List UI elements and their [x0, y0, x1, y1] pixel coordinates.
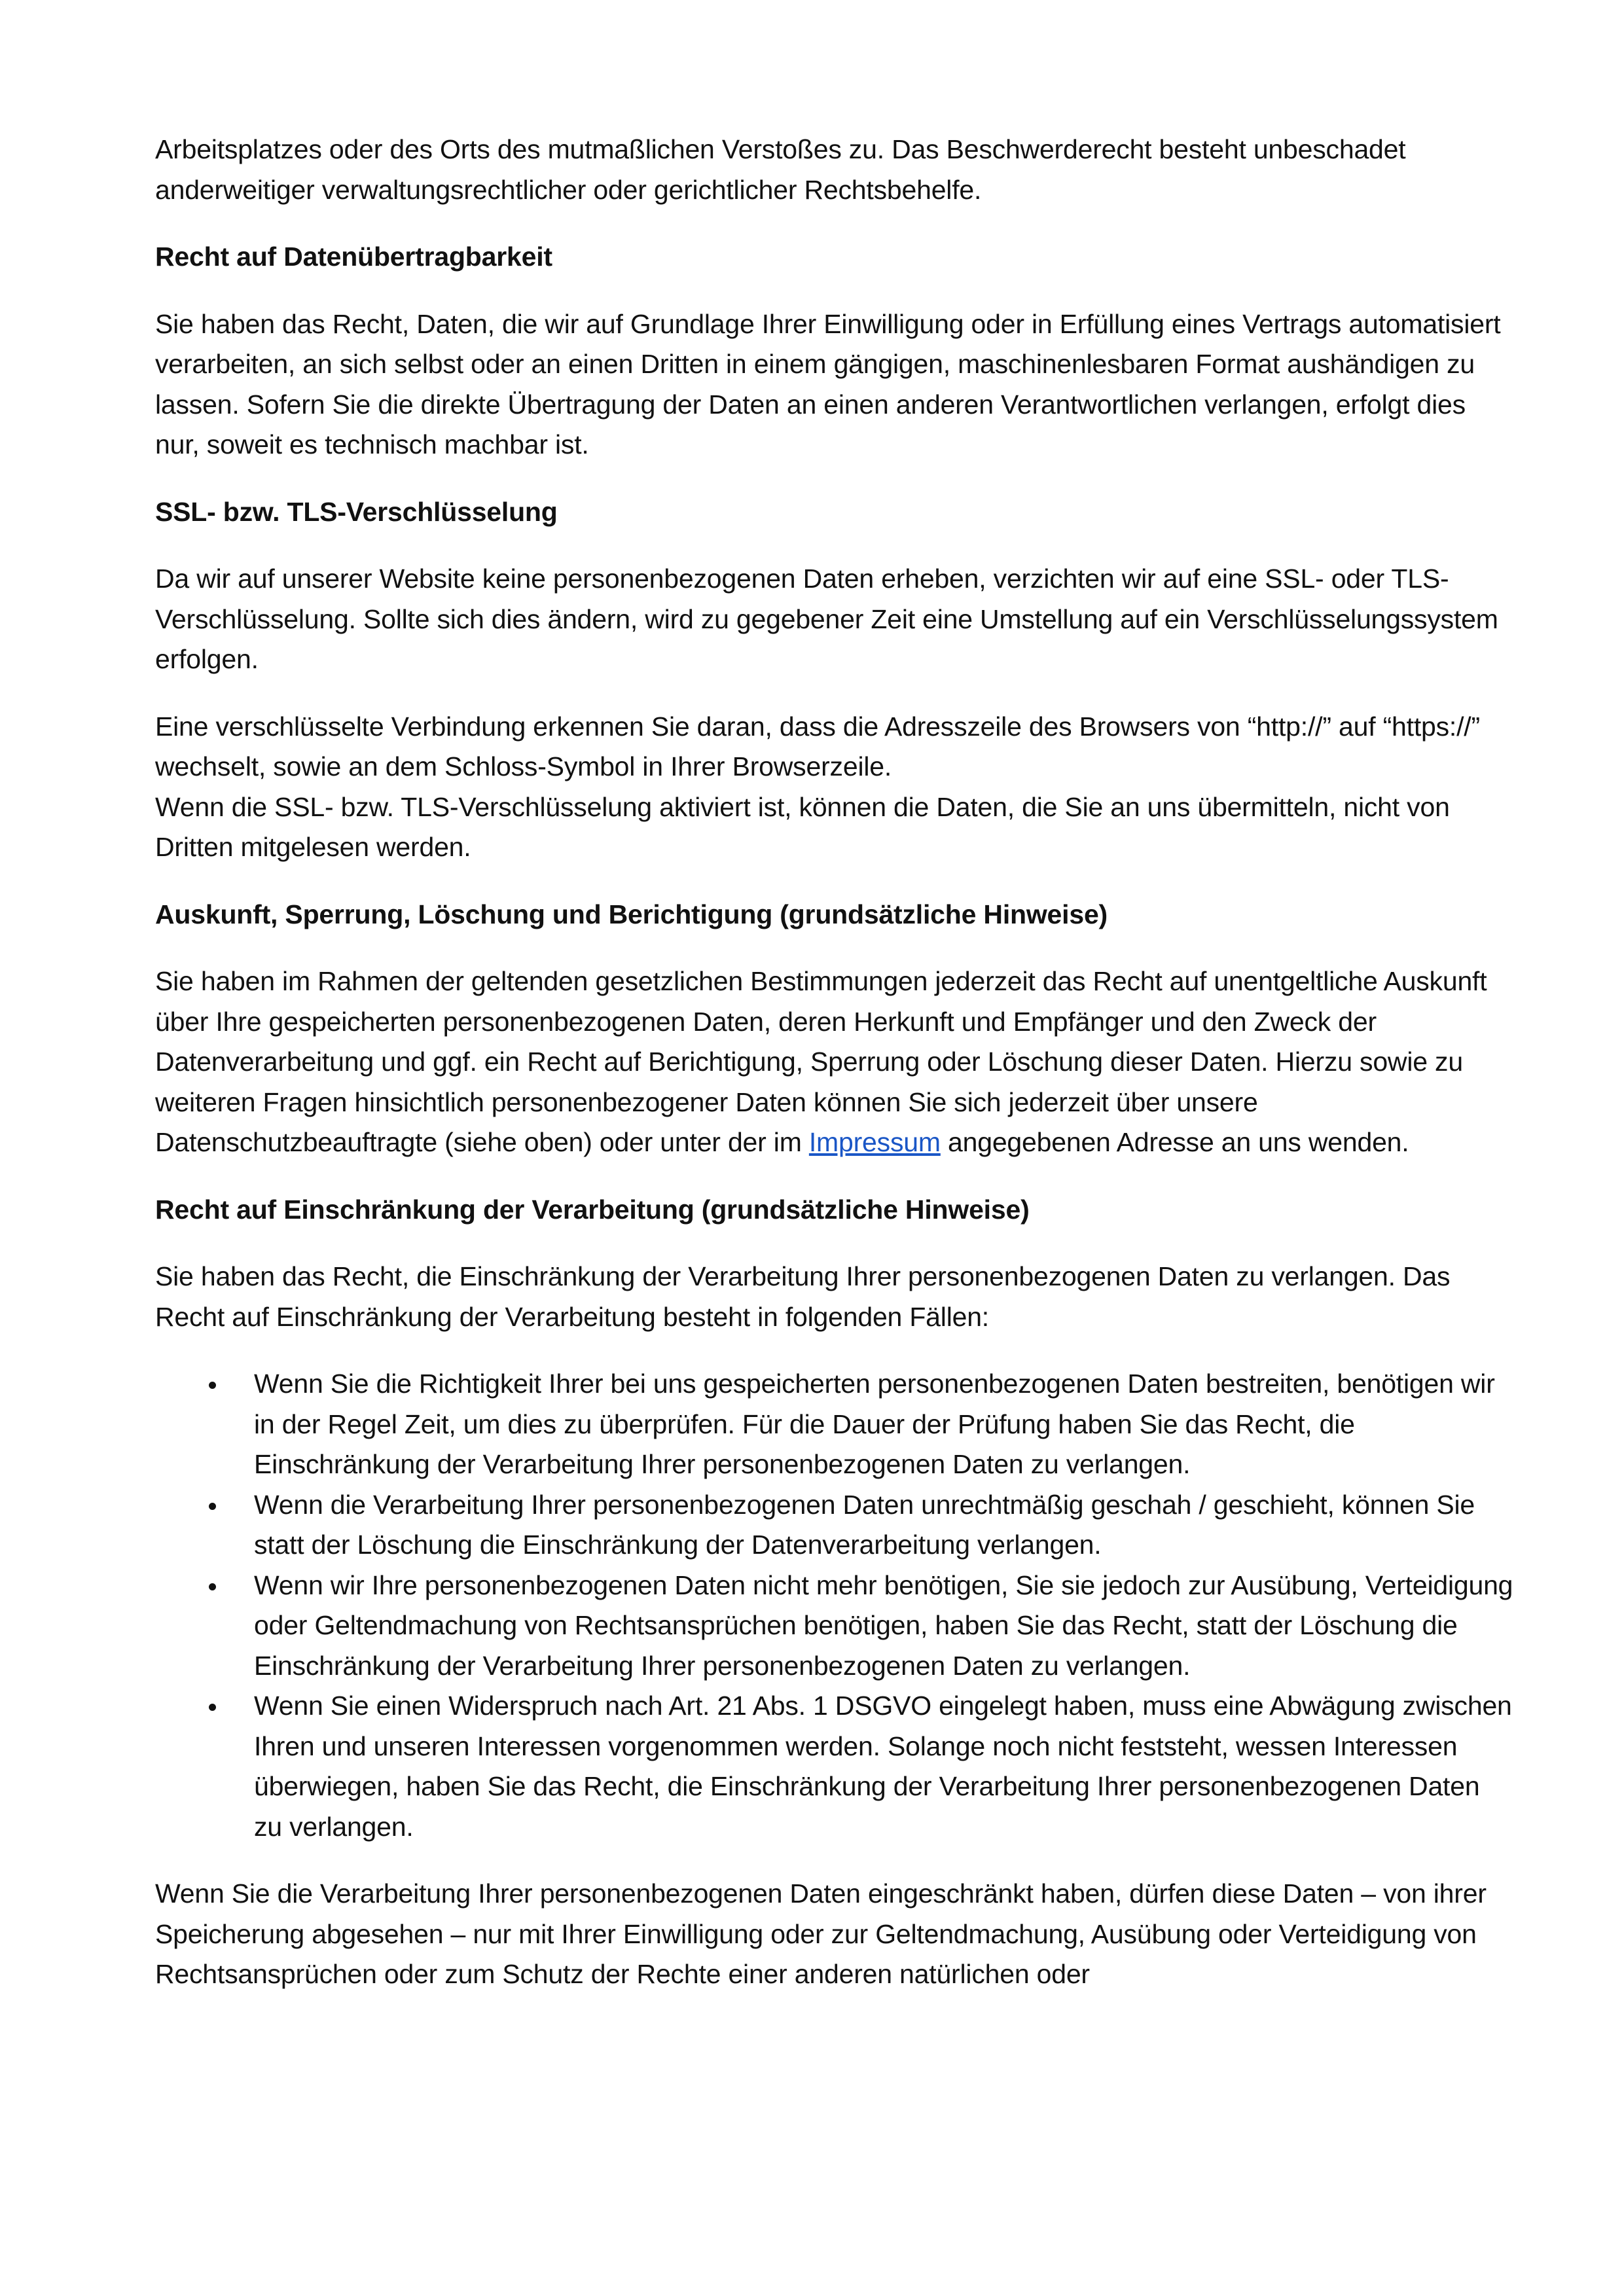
heading-data-portability: Recht auf Datenübertragbarkeit	[155, 242, 552, 272]
intro-paragraph: Arbeitsplatzes oder des Orts des mutmaßlichen Verstoßes zu. Das Beschwerderecht besteht unbeschadet anderweitiger verwaltungsrechtlicher oder gerichtlicher Rechtsbehelfe.	[155, 134, 1406, 205]
heading-ssl-tls: SSL- bzw. TLS-Verschlüsselung	[155, 496, 558, 527]
data-portability-paragraph: Sie haben das Recht, Daten, die wir auf Grundlage Ihrer Einwilligung oder in Erfüllung eines Vertrags automatisiert verarbeiten, an sich selbst oder an einen Dritten in einem gängigen, maschinenlesbaren Format aushändigen zu lassen. Sofern Sie die direkte Übertragung der Daten an einen anderen Verantwortlichen verlangen, erfolgt dies nur, soweit es technisch machbar ist.	[155, 308, 1501, 459]
list-item-text: Wenn wir Ihre personenbezogenen Daten nicht mehr benötigen, Sie sie jedoch zur Ausübung, Verteidigung oder Geltendmachung von Rechtsansprüchen benötigen, haben Sie das Recht, statt der Löschung die Einschränkung der Verarbeitung Ihrer personenbezogenen Daten zu verlangen.	[254, 1570, 1513, 1681]
restriction-paragraph: Sie haben das Recht, die Einschränkung der Verarbeitung Ihrer personenbezogenen Daten zu verlangen. Das Recht auf Einschränkung der Verarbeitung besteht in folgenden Fällen:	[155, 1261, 1451, 1332]
information-text-before-link: Sie haben im Rahmen der geltenden gesetzlichen Bestimmungen jederzeit das Recht auf unentgeltliche Auskunft über Ihre gespeicherten personenbezogenen Daten, deren Herkunft und Empfänger und den Zweck der Datenverarbeitung und ggf. ein Recht auf Berichtigung, Sperrung oder Löschung dieser Daten. Hierzu sowie zu weiteren Fragen hinsichtlich personenbezogener Daten können Sie sich jederzeit über unsere Datenschutzbeauftragte (siehe oben) oder unter der im	[155, 966, 1487, 1157]
heading-information-rights: Auskunft, Sperrung, Löschung und Berichtigung (grundsätzliche Hinweise)	[155, 899, 1108, 929]
list-item	[155, 1686, 1513, 1847]
list-item	[155, 1485, 1513, 1566]
list-item-text: Wenn Sie einen Widerspruch nach Art. 21 Abs. 1 DSGVO eingelegt haben, muss eine Abwägung zwischen Ihren und unseren Interessen vorgenommen werden. Solange noch nicht feststeht, wessen Interessen überwiegen, haben Sie das Recht, die Einschränkung der Verarbeitung Ihrer personenbezogenen Daten zu verlangen.	[254, 1691, 1512, 1842]
list-item-text: Wenn die Verarbeitung Ihrer personenbezogenen Daten unrechtmäßig geschah / geschieht, können Sie statt der Löschung die Einschränkung der Datenverarbeitung verlangen.	[254, 1489, 1475, 1560]
final-paragraph: Wenn Sie die Verarbeitung Ihrer personenbezogenen Daten eingeschränkt haben, dürfen diese Daten – von ihrer Speicherung abgesehen – nur mit Ihrer Einwilligung oder zur Geltendmachung, Ausübung oder Verteidigung von Rechtsansprüchen oder zum Schutz der Rechte einer anderen natürlichen oder	[155, 1878, 1487, 1989]
list-item	[155, 1364, 1513, 1485]
restriction-cases-list	[155, 1364, 1513, 1847]
bullet-icon	[209, 1503, 216, 1510]
bullet-icon	[209, 1704, 216, 1711]
document-body	[155, 130, 1513, 2022]
list-item	[155, 1566, 1513, 1687]
list-item-text: Wenn Sie die Richtigkeit Ihrer bei uns gespeicherten personenbezogenen Daten bestreiten, benötigen wir in der Regel Zeit, um dies zu überprüfen. Für die Dauer der Prüfung haben Sie das Recht, die Einschränkung der Verarbeitung Ihrer personenbezogenen Daten zu verlangen.	[254, 1369, 1495, 1479]
impressum-link[interactable]: Impressum	[808, 1127, 941, 1157]
bullet-icon	[209, 1382, 216, 1389]
ssl-paragraph-1: Da wir auf unserer Website keine personenbezogenen Daten erheben, verzichten wir auf eine SSL- oder TLS-Verschlüsselung. Sollte sich dies ändern, wird zu gegebener Zeit eine Umstellung auf ein Verschlüsselungssystem erfolgen.	[155, 564, 1498, 674]
heading-restriction: Recht auf Einschränkung der Verarbeitung (grundsätzliche Hinweise)	[155, 1194, 1030, 1225]
information-text-after-link: angegebenen Adresse an uns wenden.	[940, 1127, 1409, 1157]
ssl-paragraph-2b: Wenn die SSL- bzw. TLS-Verschlüsselung aktiviert ist, können die Daten, die Sie an uns übermitteln, nicht von Dritten mitgelesen werden.	[155, 791, 1450, 862]
information-rights-paragraph	[155, 961, 1513, 1163]
ssl-paragraph-2a: Eine verschlüsselte Verbindung erkennen Sie daran, dass die Adresszeile des Browsers von “http://” auf “https://” wechselt, sowie an dem Schloss-Symbol in Ihrer Browserzeile.	[155, 711, 1480, 781]
bullet-icon	[209, 1583, 216, 1590]
